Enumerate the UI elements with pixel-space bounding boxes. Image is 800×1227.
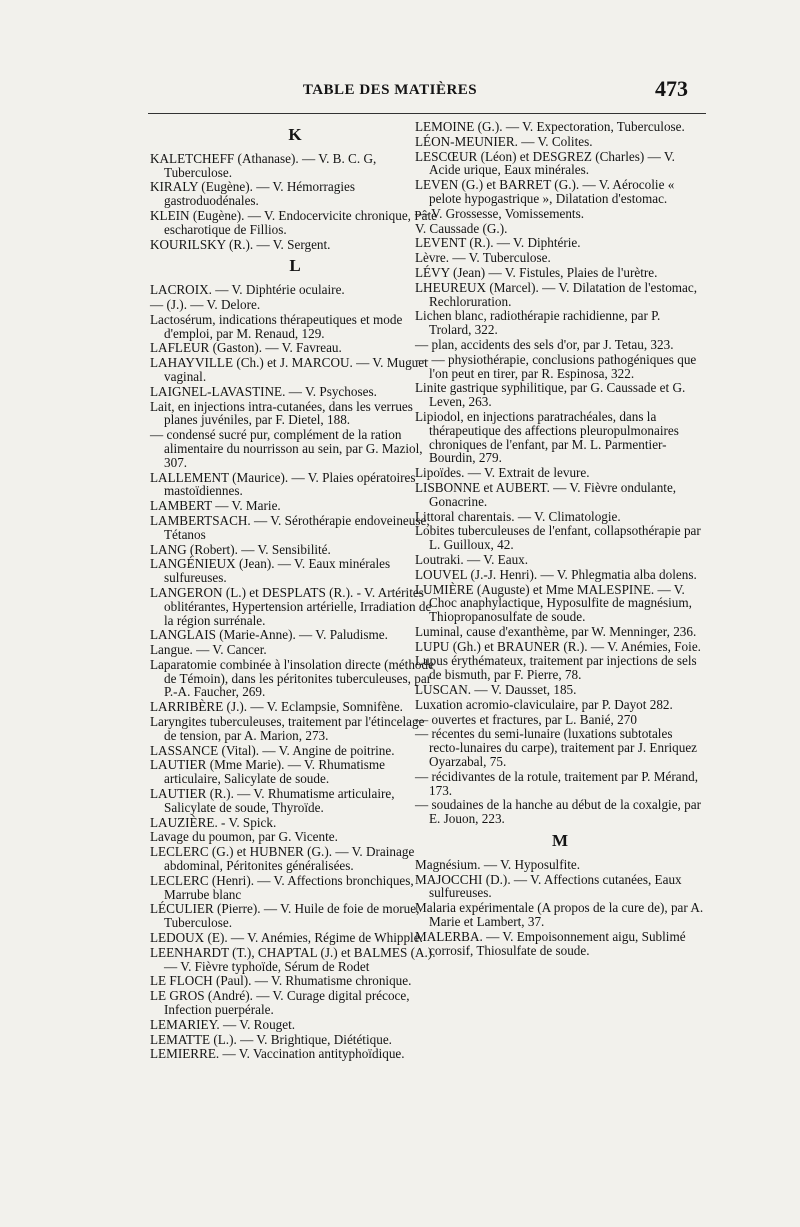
index-entry: LASSANCE (Vital). — V. Angine de poitrine.: [150, 742, 395, 758]
section-letter: M: [551, 831, 569, 851]
index-entry: — ouvertes et fractures, par L. Banié, 270: [415, 711, 637, 727]
index-entry: LAMBERTSACH. — V. Sérothérapie endoveineuse, Tétanos: [150, 512, 430, 542]
index-entry: LOUVEL (J.-J. Henri). — V. Phlegmatia alba dolens.: [415, 566, 697, 582]
index-entry: LEDOUX (E). — V. Anémies, Régime de Whipple.: [150, 930, 423, 946]
index-entry: Lipiodol, en injections paratrachéales, dans la thérapeutique des affections pleuropulmonaires chroniques de l'enfant, par M. L. Parmentier-Bourdin, 279.: [415, 408, 679, 466]
index-entry: Laryngites tuberculeuses, traitement par l'étincelage de tension, par A. Marion, 273.: [150, 714, 425, 743]
index-entry: LÉCULIER (Pierre). — V. Huile de foie de morue, Tuberculose.: [150, 901, 420, 931]
index-entry: LHEUREUX (Marcel). — V. Dilatation de l'estomac, Rechloruration.: [415, 279, 698, 309]
index-entry: — plan, accidents des sels d'or, par J. Tetau, 323.: [415, 336, 674, 352]
index-entry: LAUTIER (Mme Marie). — V. Rhumatisme articulaire, Salicylate de soude.: [150, 757, 386, 787]
index-entry: — condensé sucré pur, complément de la ration alimentaire du nourrisson au sein, par G. Maziol, 307.: [150, 427, 423, 470]
index-entry: LEVENT (R.). — V. Diphtérie.: [415, 235, 581, 251]
index-entry: LAIGNEL-LAVASTINE. — V. Psychoses.: [150, 383, 377, 399]
index-entry: Lactosérum, indications thérapeutiques et mode d'emploi, par M. Renaud, 129.: [150, 311, 403, 341]
index-entry: LISBONNE et AUBERT. — V. Fièvre ondulante, Gonacrine.: [415, 479, 677, 509]
index-entry: Luxation acromio-claviculaire, par P. Dayot 282.: [415, 696, 673, 712]
index-entry: MAJOCCHI (D.). — V. Affections cutanées, Eaux sulfureuses.: [415, 871, 682, 901]
index-entry: Luminal, cause d'exanthème, par W. Menninger, 236.: [415, 623, 697, 639]
index-entry: LÉVY (Jean) — V. Fistules, Plaies de l'urètre.: [415, 264, 658, 280]
index-entry: Linite gastrique syphilitique, par G. Caussade et G. Leven, 263.: [415, 380, 686, 410]
index-entry: Lait, en injections intra-cutanées, dans les verrues planes juvéniles, par F. Dietel, 188.: [150, 398, 413, 428]
index-entry: — — physiothérapie, conclusions pathogéniques que l'on peut en tirer, par R. Espinosa, 322.: [415, 351, 697, 381]
index-entry: — récentes du semi-lunaire (luxations subtotales recto-lunaires du carpe), traitement par J. Enriquez Oyarzabal, 75.: [415, 726, 698, 770]
index-entry: — récidivantes de la rotule, traitement par P. Mérand, 173.: [415, 768, 699, 798]
index-entry: Magnésium. — V. Hyposulfite.: [415, 856, 581, 872]
index-entry: LAUTIER (R.). — V. Rhumatisme articulaire, Salicylate de soude, Thyroïde.: [150, 786, 395, 815]
index-entry: LECLERC (G.) et HUBNER (G.). — V. Drainage abdominal, Péritonites généralisées.: [150, 844, 415, 874]
index-entry: Malaria expérimentale (A propos de la cure de), par A. Marie et Lambert, 37.: [415, 900, 704, 930]
running-head: TABLE DES MATIÈRES: [302, 82, 478, 98]
index-entry: LEENHARDT (T.), CHAPTAL (J.) et BALMES (A.). — V. Fièvre typhoïde, Sérum de Rodet: [150, 944, 436, 974]
index-entry: LANGÉNIEUX (Jean). — V. Eaux minérales sulfureuses.: [150, 556, 391, 586]
index-entry: Lupus érythémateux, traitement par injections de sels de bismuth, par F. Pierre, 78.: [415, 653, 697, 683]
index-entry: LAUZIÈRE. - V. Spick.: [150, 814, 277, 830]
index-entry: Lichen blanc, radiothérapie rachidienne, par P. Trolard, 322.: [415, 308, 661, 338]
index-entry: — (J.). — V. Delore.: [150, 296, 261, 312]
index-entry: LACROIX. — V. Diphtérie oculaire.: [150, 282, 345, 298]
index-entry: — soudaines de la hanche au début de la coxalgie, par E. Jouon, 223.: [415, 797, 701, 827]
index-entry: Langue. — V. Cancer.: [150, 642, 267, 658]
index-entry: KOURILSKY (R.). — V. Sergent.: [150, 236, 331, 252]
index-entry: LÉON-MEUNIER. — V. Colites.: [415, 133, 593, 149]
index-entry: Littoral charentais. — V. Climatologie.: [415, 508, 621, 524]
index-entry: LE FLOCH (Paul). — V. Rhumatisme chronique.: [150, 973, 412, 989]
index-entry: LEMOINE (G.). — V. Expectoration, Tuberculose.: [415, 119, 685, 134]
index-entry: MALERBA. — V. Empoisonnement aigu, Sublimé corrosif, Thiosulfate de soude.: [415, 928, 686, 958]
left-column: [150, 120, 440, 1062]
index-entry: LUSCAN. — V. Dausset, 185.: [415, 682, 577, 698]
index-entry: LAHAYVILLE (Ch.) et J. MARCOU. — V. Muguet vaginal.: [150, 355, 428, 384]
index-entry: LAFLEUR (Gaston). — V. Favreau.: [150, 340, 342, 356]
index-entry: Lavage du poumon, par G. Vicente.: [150, 829, 338, 845]
index-entry: Lèvre. — V. Tuberculose.: [415, 250, 551, 266]
section-letter: K: [288, 125, 302, 144]
index-entry: — V. Grossesse, Vomissements.: [415, 205, 585, 221]
index-entry: LALLEMENT (Maurice). — V. Plaies opératoires mastoïdiennes.: [150, 469, 416, 499]
section-letter: L: [289, 256, 301, 276]
index-entry: KALETCHEFF (Athanase). — V. B. C. G, Tuberculose.: [150, 150, 377, 180]
index-entry: Loutraki. — V. Eaux.: [415, 551, 529, 567]
index-entry: LEVEN (G.) et BARRET (G.). — V. Aérocolie « pelote hypogastrique », Dilatation d'estomac.: [415, 177, 675, 206]
index-entry: LESCŒUR (Léon) et DESGREZ (Charles) — V. Acide urique, Eaux minérales.: [415, 148, 675, 178]
index-entry: LANGLAIS (Marie-Anne). — V. Paludisme.: [150, 627, 388, 643]
index-entry: LARRIBÈRE (J.). — V. Eclampsie, Somnifène.: [150, 699, 403, 715]
index-entry: Lobites tuberculeuses de l'enfant, collapsothérapie par L. Guilloux, 42.: [415, 523, 701, 553]
index-entry: LAMBERT — V. Marie.: [150, 498, 281, 514]
index-entry: LE GROS (André). — V. Curage digital précoce, Infection puerpérale.: [150, 988, 410, 1018]
right-column: [415, 120, 705, 958]
index-entry: LEMARIEY. — V. Rouget.: [150, 1016, 296, 1032]
index-entry: LANGERON (L.) et DESPLATS (R.). - V. Artérites oblitérantes, Hypertension artérielle, Irradiation de la région surrénale.: [150, 584, 432, 628]
index-entry: LECLERC (Henri). — V. Affections bronchiques, Marrube blanc: [150, 872, 414, 902]
index-entry: LUPU (Gh.) et BRAUNER (R.). — V. Anémies, Foie.: [415, 638, 701, 654]
index-entry: KLEIN (Eugène). — V. Endocervicite chronique, Pâte escharotique de Fillios.: [150, 207, 437, 237]
index-entry: LEMIERRE. — V. Vaccination antityphoïdique.: [150, 1046, 405, 1062]
header-rule: [148, 113, 706, 114]
index-entry: KIRALY (Eugène). — V. Hémorragies gastroduodénales.: [150, 179, 355, 209]
page-number: 473: [655, 76, 688, 101]
index-entry: LEMATTE (L.). — V. Brightique, Diététique.: [150, 1031, 392, 1047]
index-entry: Lipoïdes. — V. Extrait de levure.: [415, 465, 590, 481]
index-entry: V. Caussade (G.).: [415, 220, 508, 236]
index-entry: LANG (Robert). — V. Sensibilité.: [150, 541, 331, 557]
index-entry: Laparatomie combinée à l'insolation directe (méthode de Témoin), dans les péritonites tuberculeuses, par P.-A. Faucher, 269.: [150, 656, 434, 700]
index-entry: LUMIÈRE (Auguste) et Mme MALESPINE. — V. Choc anaphylactique, Hyposulfite de magnésium, Thiopropanosulfate de soude.: [415, 581, 692, 625]
